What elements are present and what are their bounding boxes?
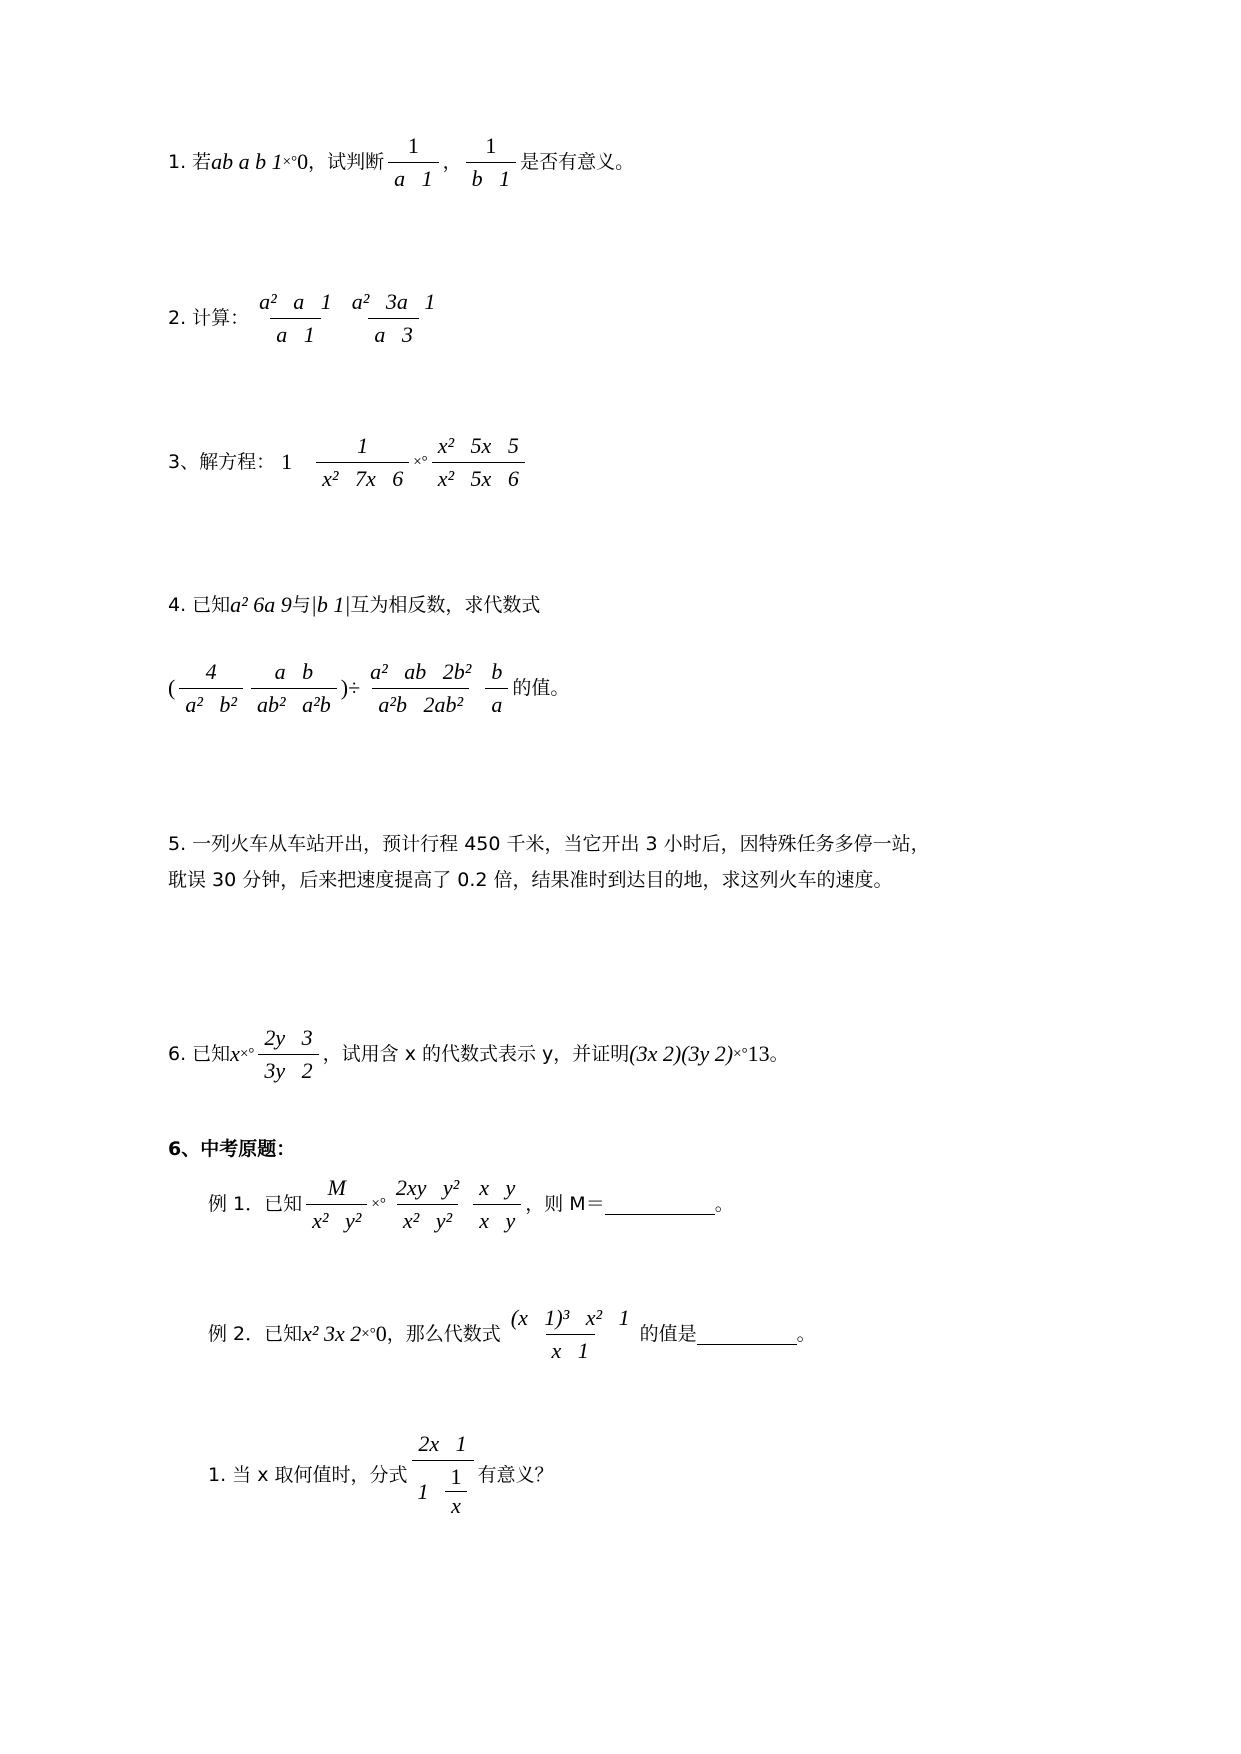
q3-fraction-1 [316, 432, 409, 491]
q2-fraction-2 [346, 288, 442, 347]
q6-fraction [258, 1024, 318, 1083]
q1-equals-mark: ×° [282, 153, 298, 170]
ex1-label: 例 1．已知 [208, 1192, 303, 1215]
ex2-text-2: 的值是 [639, 1322, 697, 1345]
q3-lead-one: 1 [281, 449, 293, 474]
q4-divide-sign: ÷ [348, 675, 361, 700]
ex1-fraction-2-denominator: x² y² [397, 1204, 458, 1232]
q1-equals-value: 0 [297, 149, 309, 174]
q4-close-paren: ) [340, 675, 349, 700]
q1-text-judge: ，试判断 [308, 150, 385, 173]
q3-fraction-2 [432, 432, 525, 491]
ex1-text: ，则 M＝ [525, 1192, 605, 1215]
ex1-fraction-3-numerator: x y [479, 1174, 516, 1200]
ex1-fraction-3 [473, 1174, 521, 1233]
q4-fraction-2 [251, 658, 337, 717]
q3-fraction-1-denominator: x² 7x 6 [316, 462, 409, 490]
question-4-line-1 [168, 590, 540, 620]
question-1 [168, 132, 635, 191]
q1-fraction-2-numerator: 1 [485, 132, 497, 158]
q1-fraction-2-denominator: b 1 [466, 162, 517, 190]
p1-end: 有意义？ [477, 1463, 554, 1486]
ex2-text: ，那么代数式 [386, 1322, 501, 1345]
q1-expression: ab a b 1 [211, 149, 283, 174]
ex2-fraction-numerator: (x 1)³ x² 1 [510, 1304, 630, 1330]
q4-expression-2: |b 1| [310, 592, 351, 617]
ex2-fraction [505, 1304, 636, 1363]
q3-equals-mark: ×° [413, 453, 428, 470]
p1-fraction [412, 1433, 474, 1517]
ex2-label: 例 2．已知 [208, 1322, 303, 1345]
q6-expression: (3x 2)(3y 2) [629, 1041, 734, 1066]
q4-fraction-4-denominator: a [485, 688, 508, 716]
section-heading [168, 1136, 295, 1162]
ex2-answer-blank[interactable] [697, 1324, 797, 1345]
q1-fraction-1-numerator: 1 [407, 132, 419, 158]
ex1-fraction-1-denominator: x² y² [306, 1204, 367, 1232]
question-5 [168, 826, 930, 898]
q1-text-meaning: 是否有意义。 [520, 150, 635, 173]
q6-text: ，试用含 x 的代数式表示 y，并证明 [322, 1042, 630, 1065]
section-title: 6、中考原题： [168, 1137, 296, 1160]
q4-fraction-3-numerator: a² ab 2b² [370, 658, 472, 684]
q6-equals-mark: ×° [239, 1045, 255, 1062]
q6-end: 。 [769, 1042, 789, 1065]
q5-line-2: 耽误 30 分钟，后来把速度提高了 0.2 倍，结果准时到达目的地，求这列火车的速度。 [168, 869, 893, 891]
q2-fraction-1-denominator: a 1 [270, 318, 321, 346]
q5-line-1: 5. 一列火车从车站开出，预计行程 450 千米，当它开出 3 小时后，因特殊任务多停一站， [168, 833, 930, 855]
ex1-answer-blank[interactable] [605, 1194, 715, 1215]
q6-value: 13 [747, 1041, 770, 1066]
q4-fraction-3 [364, 658, 477, 717]
example-1 [208, 1172, 734, 1236]
q3-fraction-2-numerator: x² 5x 5 [437, 432, 519, 458]
q4-fraction-4-numerator: b [491, 658, 503, 684]
q2-fraction-1-numerator: a² a 1 [259, 288, 332, 314]
q1-comma: ， [442, 150, 462, 173]
q1-fraction-1-denominator: a 1 [388, 162, 439, 190]
question-3 [168, 432, 529, 491]
q6-equals-mark-2: ×° [733, 1045, 748, 1062]
q4-fraction-4 [485, 658, 508, 717]
q4-expression-1: a² 6a 9 [230, 592, 292, 617]
q3-fraction-2-denominator: x² 5x 6 [432, 462, 525, 490]
q3-label: 3、解方程： [168, 450, 276, 473]
ex2-expression: x² 3x 2 [302, 1321, 362, 1346]
p1-sub-fraction [445, 1466, 468, 1517]
q4-fraction-1-numerator: 4 [205, 658, 217, 684]
q4-end-text: 的值。 [512, 676, 570, 699]
q2-label: 2. 计算： [168, 306, 250, 329]
question-4-line-2 [168, 658, 569, 718]
q4-fraction-2-numerator: a b [274, 658, 314, 684]
p1-sub-fraction-denominator: x [445, 1491, 467, 1517]
q4-open-paren: ( [168, 675, 176, 700]
ex1-end: 。 [714, 1192, 734, 1215]
q4-fraction-3-denominator: a²b 2ab² [372, 688, 469, 716]
question-2 [168, 288, 445, 347]
q4-label: 4. 已知 [168, 593, 231, 616]
q1-label: 1. 若 [168, 150, 212, 173]
ex1-fraction-1 [306, 1174, 367, 1233]
ex2-equals-mark: ×° [361, 1325, 376, 1342]
p1-label: 1. 当 x 取何值时，分式 [208, 1463, 408, 1486]
example-2 [208, 1304, 816, 1364]
question-6 [168, 1024, 789, 1084]
q2-fraction-2-denominator: a 3 [368, 318, 419, 346]
q4-text: 互为相反数，求代数式 [350, 593, 541, 616]
ex2-end: 。 [796, 1322, 816, 1345]
ex1-fraction-1-numerator: M [327, 1174, 346, 1200]
q3-fraction-1-numerator: 1 [357, 432, 369, 458]
ex2-equals-value: 0 [375, 1321, 387, 1346]
ex1-fraction-2-numerator: 2xy y² [395, 1174, 460, 1200]
q6-label: 6. 已知 [168, 1042, 231, 1065]
ex1-fraction-2 [390, 1174, 465, 1233]
p1-denominator-lead: 1 [417, 1478, 429, 1504]
ex1-fraction-3-denominator: x y [473, 1204, 521, 1232]
p1-fraction-numerator: 2x 1 [418, 1431, 467, 1456]
q2-fraction-2-numerator: a² 3a 1 [351, 288, 436, 314]
ex1-equals-mark: ×° [371, 1195, 386, 1212]
q1-fraction-2 [466, 132, 517, 191]
ex2-fraction-denominator: x 1 [546, 1334, 595, 1362]
q6-fraction-numerator: 2y 3 [264, 1024, 313, 1050]
q1-fraction-1 [388, 132, 439, 191]
q4-fraction-1 [179, 658, 243, 717]
q4-fraction-2-denominator: ab² a²b [251, 688, 337, 716]
q2-fraction-1 [253, 288, 338, 347]
practice-1 [208, 1430, 554, 1520]
p1-fraction-denominator [412, 1460, 474, 1517]
q4-with: 与 [291, 593, 311, 616]
q4-fraction-1-denominator: a² b² [179, 688, 243, 716]
p1-sub-fraction-numerator: 1 [450, 1464, 462, 1489]
q6-fraction-denominator: 3y 2 [258, 1054, 318, 1082]
q6-x: x [230, 1041, 240, 1066]
